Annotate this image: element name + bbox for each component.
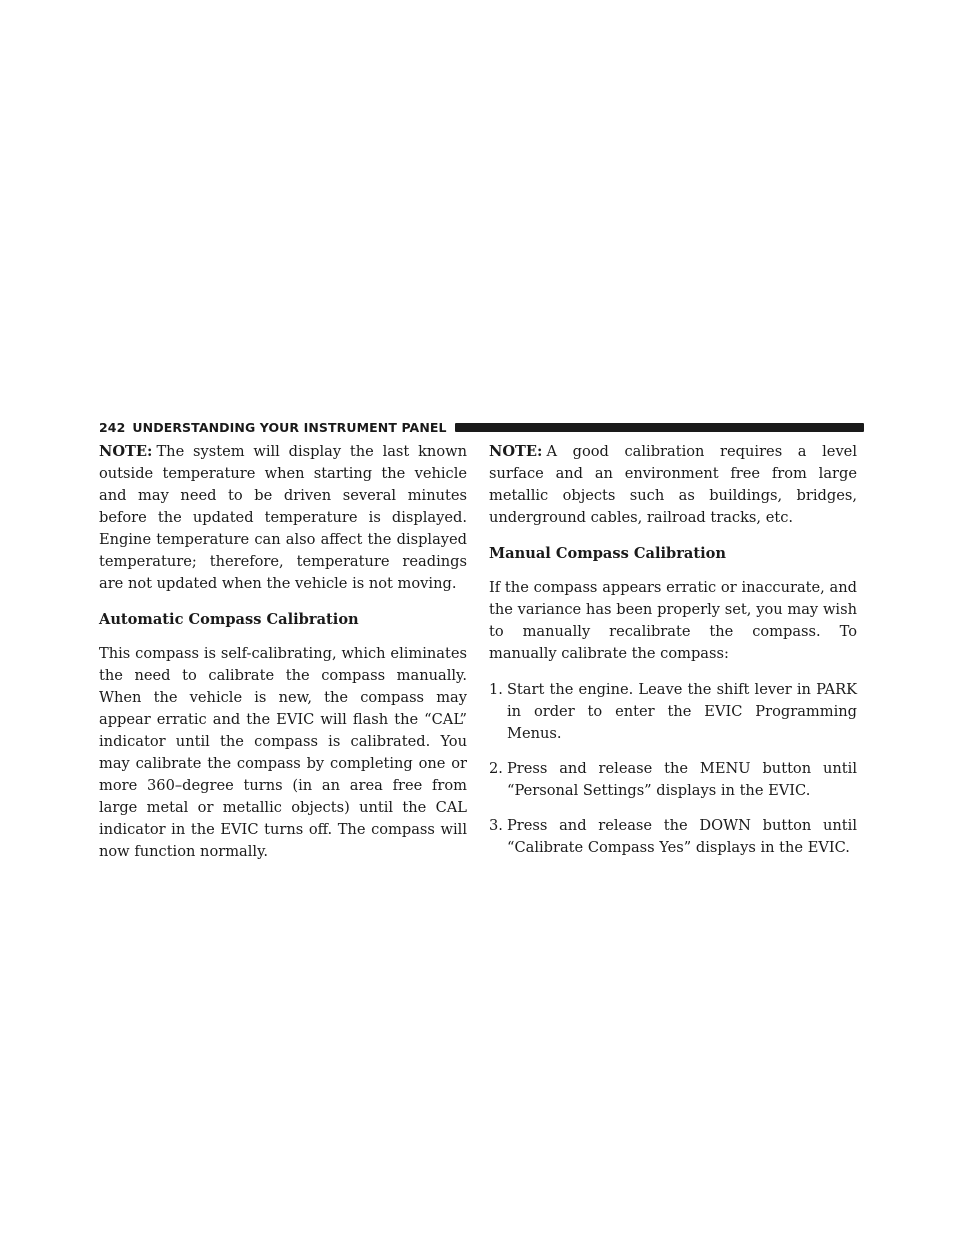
- left-column: [99, 441, 467, 877]
- manual-calibration-heading: Manual Compass Calibration: [489, 545, 727, 562]
- manual-calibration-paragraph: If the compass appears erratic or inaccurate, and the variance has been properly set, you may wish to manually recalibrate the compass. To manually calibrate the compass:: [489, 579, 857, 662]
- note-text: The system will display the last known outside temperature when starting the vehicle and may need to be driven several minutes before the updated temperature is displayed. Engine temperature can also affect the displayed temperature; therefore, temperature readings are not updated when the vehicle is not moving.: [99, 443, 467, 592]
- page-header: [99, 418, 864, 436]
- automatic-calibration-paragraph: This compass is self-calibrating, which eliminates the need to calibrate the compass manually. When the vehicle is new, the compass may appear erratic and the EVIC will flash the “CAL” indicator until the compass is calibrated. You may calibrate the compass by completing one or more 360–degree turns (in an area free from large metal or metallic objects) until the CAL indicator in the EVIC turns off. The compass will now function normally.: [99, 645, 467, 860]
- step-text: Press and release the DOWN button until “Calibrate Compass Yes” displays in the EVIC.: [506, 817, 857, 856]
- temperature-note: [99, 441, 467, 595]
- step-text: Start the engine. Leave the shift lever in PARK in order to enter the EVIC Programming Menus.: [506, 681, 857, 742]
- list-item: [489, 815, 857, 859]
- calibration-note: [489, 441, 857, 529]
- header-rule: [455, 423, 864, 432]
- step-text: Press and release the MENU button until “Personal Settings” displays in the EVIC.: [506, 760, 857, 799]
- step-number: 1.: [489, 681, 503, 698]
- note-label: NOTE:: [99, 443, 153, 460]
- step-number: 3.: [489, 817, 503, 834]
- section-title: UNDERSTANDING YOUR INSTRUMENT PANEL: [132, 419, 447, 435]
- note-label: NOTE:: [489, 443, 543, 460]
- note-text: A good calibration requires a level surface and an environment free from large metallic objects such as buildings, bridges, underground cables, railroad tracks, etc.: [489, 443, 857, 526]
- page-number: 242: [99, 419, 126, 435]
- calibration-steps: [489, 679, 857, 859]
- right-column: [489, 441, 857, 872]
- automatic-calibration-heading: Automatic Compass Calibration: [99, 611, 359, 628]
- list-item: [489, 679, 857, 745]
- list-item: [489, 758, 857, 802]
- step-number: 2.: [489, 760, 503, 777]
